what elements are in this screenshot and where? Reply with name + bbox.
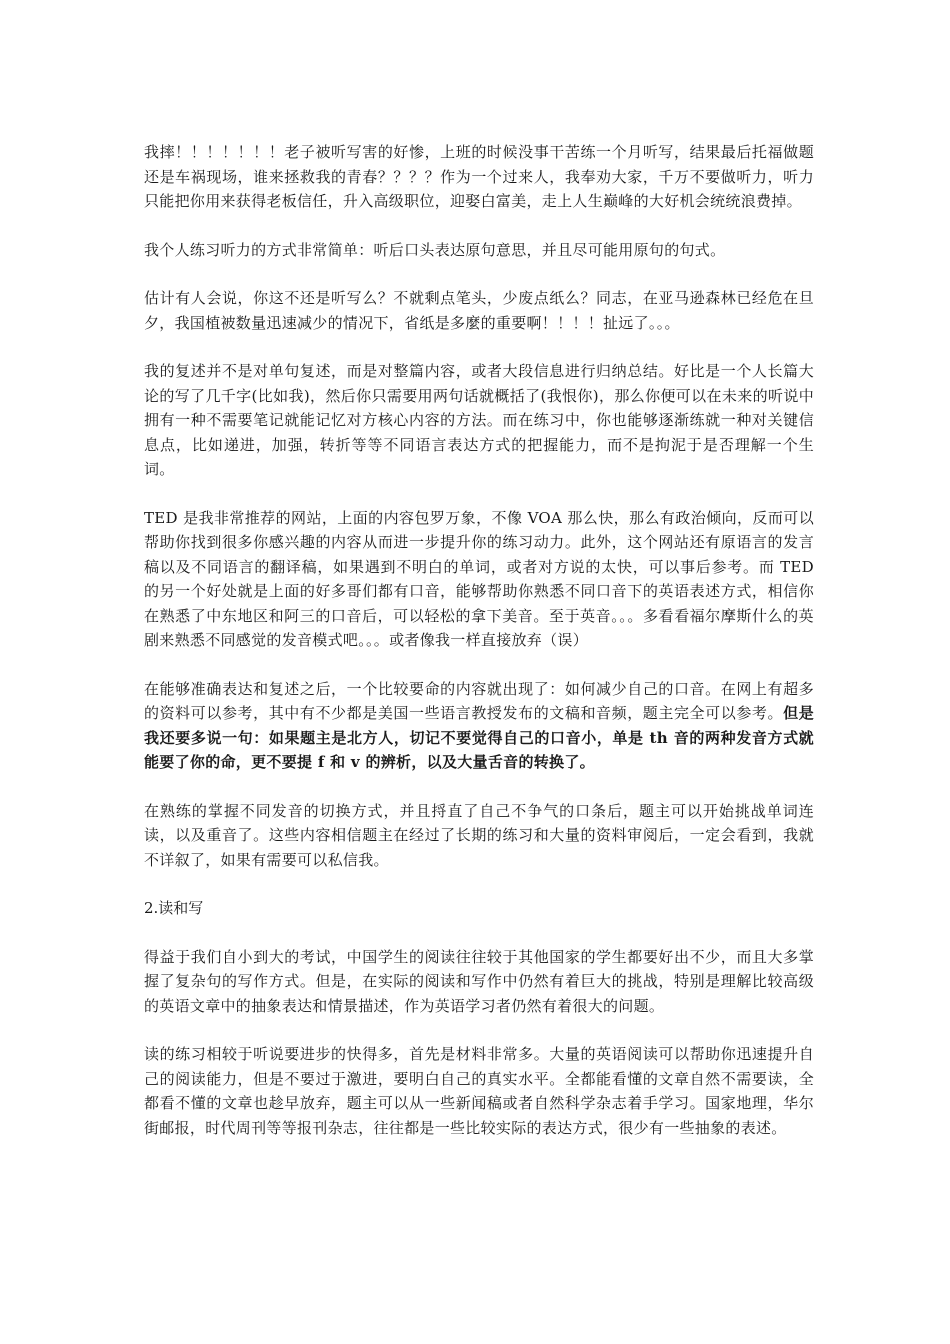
paragraph-reading-practice: 读的练习相较于听说要进步的快得多，首先是材料非常多。大量的英语阅读可以帮助你迅速提升自己的阅读能力，但是不要过于激进，要明白自己的真实水平。全都能看懂的文章自然不需要读，全都看不懂的文章也趁早放弃，题主可以从一些新闻稿或者自然科学杂志着手学习。国家地理，华尔街邮报，时代周刊等等报刊杂志，往往都是一些比较实际的表达方式，很少有一些抽象的表述。	[144, 1045, 814, 1137]
paragraph-paper-joke: 估计有人会说，你这不还是听写么？不就剩点笔头，少废点纸么？同志，在亚马逊森林已经危在旦夕，我国植被数量迅速减少的情况下，省纸是多麼的重要啊！！！！扯远了。。。	[144, 289, 814, 332]
paragraph-linking-stress: 在熟练的掌握不同发音的切换方式，并且捋直了自己不争气的口条后，题主可以开始挑战单词连读，以及重音了。这些内容相信题主在经过了长期的练习和大量的资料审阅后，一定会看到，我就不详叙了，如果有需要可以私信我。	[144, 801, 814, 869]
section-heading-reading-writing: 2.读和写	[144, 899, 204, 917]
accent-bold-warning: 但是我还要多说一句：如果题主是北方人，切记不要觉得自己的口音小，单是 th 音的两种发音方式就能要了你的命，更不要提 f 和 v 的辨析，以及大量舌音的转换了。	[144, 704, 814, 771]
paragraph-listening-rant: 我摔！！！！！！！老子被听写害的好惨，上班的时候没事干苦练一个月听写，结果最后托福做题还是车祸现场，谁来拯救我的青春？？？？作为一个过来人，我奉劝大家，千万不要做听力，听力只能把你用来获得老板信任，升入高级职位，迎娶白富美，走上人生巅峰的大好机会统统浪费掉。	[144, 143, 814, 210]
accent-text: 在能够准确表达和复述之后，一个比较要命的内容就出现了：如何减少自己的口音。在网上有超多的资料可以参考，其中有不少都是美国一些语言教授发布的文稿和音频，题主完全可以参考。	[144, 679, 814, 722]
paragraph-summary-method: 我的复述并不是对单句复述，而是对整篇内容，或者大段信息进行归纳总结。好比是一个人长篇大论的写了几千字(比如我)，然后你只需要用两句话就概括了(我恨你)，那么你便可以在未来的听说中拥有一种不需要笔记就能记忆对方核心内容的方法。而在练习中，你也能够逐渐练就一种对关键信息点，比如递进，加强，转折等等不同语言表达方式的把握能力，而不是拘泥于是否理解一个生词。	[144, 362, 814, 478]
paragraph-accent	[144, 677, 814, 775]
paragraph-listening-method: 我个人练习听力的方式非常简单：听后口头表达原句意思，并且尽可能用原句的句式。	[144, 240, 726, 259]
paragraph-reading-advantage: 得益于我们自小到大的考试，中国学生的阅读往往较于其他国家的学生都要好出不少，而且大多掌握了复杂句的写作方式。但是，在实际的阅读和写作中仍然有着巨大的挑战，特别是理解比较高级的英语文章中的抽象表达和情景描述，作为英语学习者仍然有着很大的问题。	[144, 947, 814, 1015]
paragraph-ted-recommendation: TED 是我非常推荐的网站，上面的内容包罗万象，不像 VOA 那么快，那么有政治倾向，反而可以帮助你找到很多你感兴趣的内容从而进一步提升你的练习动力。此外，这个网站还有原语言的发言稿以及不同语言的翻译稿，如果遇到不明白的单词，或者对方说的太快，可以事后参考。而 TED 的另一个好处就是上面的好多哥们都有口音，能够帮助你熟悉不同口音下的英语表述方式，相信你在熟悉了中东地区和阿三的口音后，可以轻松的拿下美音。至于英音。。。多看看福尔摩斯什么的英剧来熟悉不同感觉的发音模式吧。。。或者像我一样直接放弃（误）	[144, 508, 814, 649]
document-body	[144, 140, 814, 1164]
